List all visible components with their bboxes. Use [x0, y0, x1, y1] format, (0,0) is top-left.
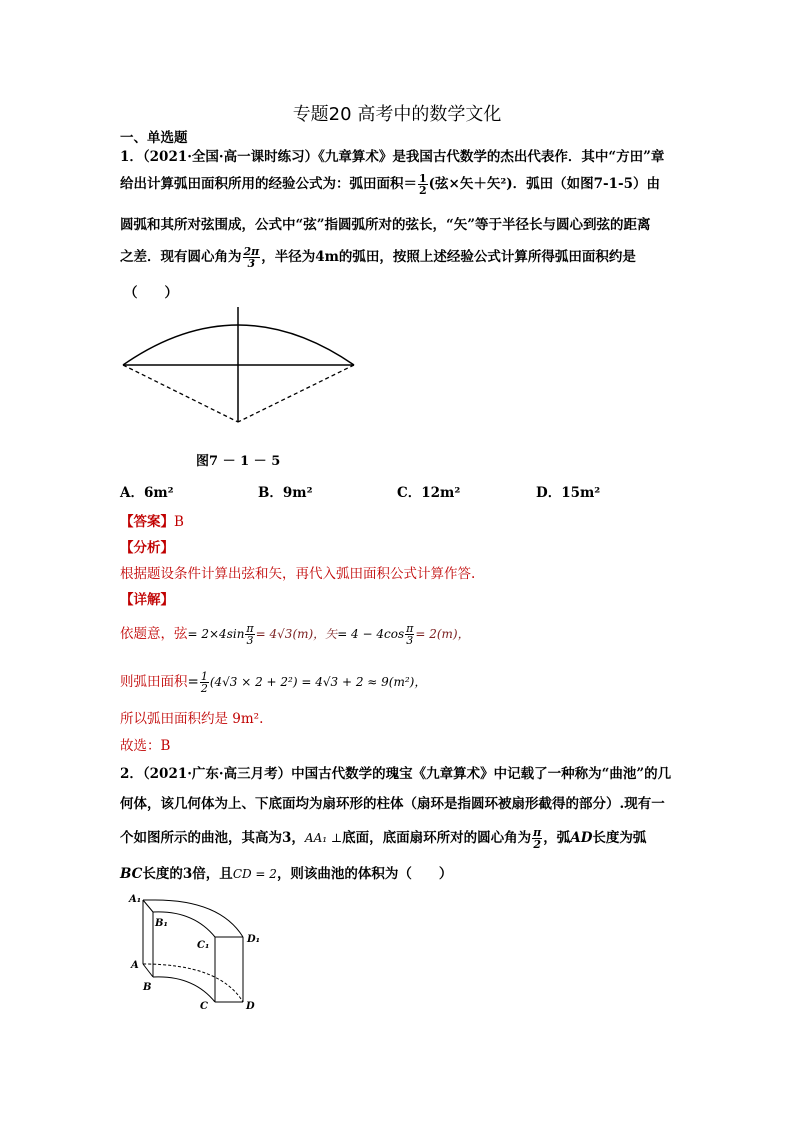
- label-c: C: [200, 1001, 208, 1012]
- curved-pool-figure: [125, 892, 270, 1014]
- detail1-frac1-num: π: [246, 622, 254, 635]
- analysis-text: 根据题设条件计算出弦和矢，再代入弧田面积公式计算作答.: [120, 566, 476, 582]
- q2-source: （2021·广东·高三月考）: [142, 766, 292, 782]
- q2-line3-c: ，弧: [543, 830, 571, 846]
- option-a: A．6m²: [120, 485, 174, 501]
- q2-frac-den: 2: [533, 838, 542, 851]
- q2-line3-ad: AD: [570, 830, 593, 846]
- detail-line1: [120, 622, 470, 646]
- detail1-expr2: = 4√3(m)，矢: [255, 627, 338, 641]
- detail2-expr: (4√3 × 2 + 2²) = 4√3 + 2 ≈ 9(m²)，: [209, 675, 427, 689]
- edge-a-b: [143, 964, 153, 977]
- q2-line3-b: 底面，底面扇环所对的圆心角为: [342, 830, 532, 846]
- q2-line4-bc: BC: [120, 866, 143, 882]
- detail1-a: 依题意，弦: [120, 626, 188, 642]
- q1-line2-b: (弦×矢＋矢²)．弧田（如图7-1-5）由: [428, 176, 661, 192]
- q1-frac-half: [418, 173, 428, 196]
- detail1-frac2: [405, 623, 414, 646]
- q2-frac-num: π: [533, 826, 542, 839]
- q2-number: 2．: [120, 766, 143, 782]
- q2-line4-b: ，则该曲池的体积为（ ）: [276, 866, 453, 882]
- detail2-frac: [200, 671, 209, 694]
- q1-frac-half-den: 2: [419, 184, 427, 197]
- q1-number: 1．: [120, 149, 143, 165]
- q1-line2-a: 给出计算弧田面积所用的经验公式为：弧田面积＝: [120, 176, 417, 192]
- label-a1: A₁: [129, 894, 142, 905]
- bottom-inner-arc: [153, 977, 215, 1002]
- q1-line3: 圆弧和其所对弦围成，公式中“弦”指圆弧所对的弦长，“矢”等于半径长与圆心到弦的距离: [120, 217, 651, 233]
- option-c: C．12m²: [397, 485, 461, 501]
- q2-line3-a: 个如图所示的曲池，其高为3，: [120, 830, 305, 846]
- q2-line2: 何体，该几何体为上、下底面均为扇环形的柱体（扇环是指圆环被扇形截得的部分）.现有一: [120, 796, 665, 812]
- q2-line4-cd: CD = 2: [232, 867, 277, 881]
- detail1-frac1-den: 3: [246, 634, 254, 647]
- detail2-a: 则弧田面积: [120, 674, 188, 690]
- q2-frac: [532, 827, 542, 850]
- detail1-expr1: = 2×4sin: [187, 627, 245, 641]
- q1-line4: [120, 245, 636, 269]
- label-d: D: [246, 1001, 255, 1012]
- detail1-expr4: = 2(m)，: [415, 627, 470, 641]
- q2-line3: [120, 826, 646, 850]
- detail-line2: 则弧田面积= $\frac{1}{2}$ (4√3 × 2 + 2²) = 4√3 + 2 ≈ 9(m²)，: [120, 670, 427, 695]
- q1-frac-angle: [243, 246, 261, 269]
- label-b: B: [143, 982, 152, 993]
- analysis-tag: 【分析】: [120, 540, 174, 556]
- figure-caption: 图7 － 1 － 5: [196, 454, 281, 469]
- q1-blank: （ ）: [124, 285, 178, 301]
- label-c1: C₁: [197, 940, 210, 951]
- option-d: D．15m²: [536, 485, 601, 501]
- detail1-frac2-num: π: [406, 622, 414, 635]
- detail1-frac1: [245, 623, 254, 646]
- detail-tag: 【详解】: [120, 592, 174, 608]
- section-heading: 一、单选题: [120, 130, 188, 146]
- q1-frac-angle-den: 3: [247, 257, 256, 270]
- answer-value: B: [174, 514, 184, 530]
- label-b1: B₁: [155, 918, 168, 929]
- q2-line3-expr: AA₁ ⊥: [304, 831, 343, 845]
- q1-frac-angle-num: 2π: [243, 245, 260, 258]
- detail1-expr3: = 4 − 4cos: [337, 627, 405, 641]
- conclusion: 故选：B: [120, 738, 171, 754]
- edge-a1-b1: [143, 900, 153, 912]
- q2-line1: [120, 762, 671, 782]
- q1-source: （2021·全国·高一课时练习）: [142, 149, 319, 165]
- label-d1: D₁: [247, 934, 261, 945]
- q2-line1-text: 中国古代数学的瑰宝《九章算术》中记载了一种称为“曲池”的几: [291, 766, 672, 782]
- q1-line4-a: 之差．现有圆心角为: [120, 249, 242, 265]
- q2-line4: [120, 862, 452, 882]
- option-b: B．9m²: [258, 485, 313, 501]
- detail-line3: 所以弧田面积约是 9m².: [120, 711, 264, 727]
- radius-right: [238, 365, 354, 422]
- arc-field-figure: [115, 305, 365, 430]
- q2-line3-d: 长度为弧: [592, 830, 647, 846]
- q1-line4-b: ，半径为4m的弧田，按照上述经验公式计算所得弧田面积约是: [261, 249, 636, 265]
- page-title: 专题20 高考中的数学文化: [292, 104, 502, 125]
- answer-row: [120, 510, 184, 530]
- label-a: A: [131, 960, 139, 971]
- q1-frac-half-num: 1: [419, 172, 427, 185]
- detail1-frac2-den: 3: [406, 634, 414, 647]
- q2-line4-a: 长度的3倍，且: [142, 866, 233, 882]
- q1-line1-text: 《九章算术》是我国古代数学的杰出代表作．其中“方田”章: [318, 149, 665, 165]
- answer-tag: 【答案】: [120, 514, 174, 530]
- detail2-frac-den: 2: [200, 682, 208, 695]
- radius-left: [123, 365, 238, 422]
- detail2-frac-num: 1: [200, 670, 208, 683]
- q1-line2: [120, 172, 660, 196]
- q1-line1: [120, 145, 664, 165]
- bottom-outer-arc-hidden: [143, 964, 243, 1002]
